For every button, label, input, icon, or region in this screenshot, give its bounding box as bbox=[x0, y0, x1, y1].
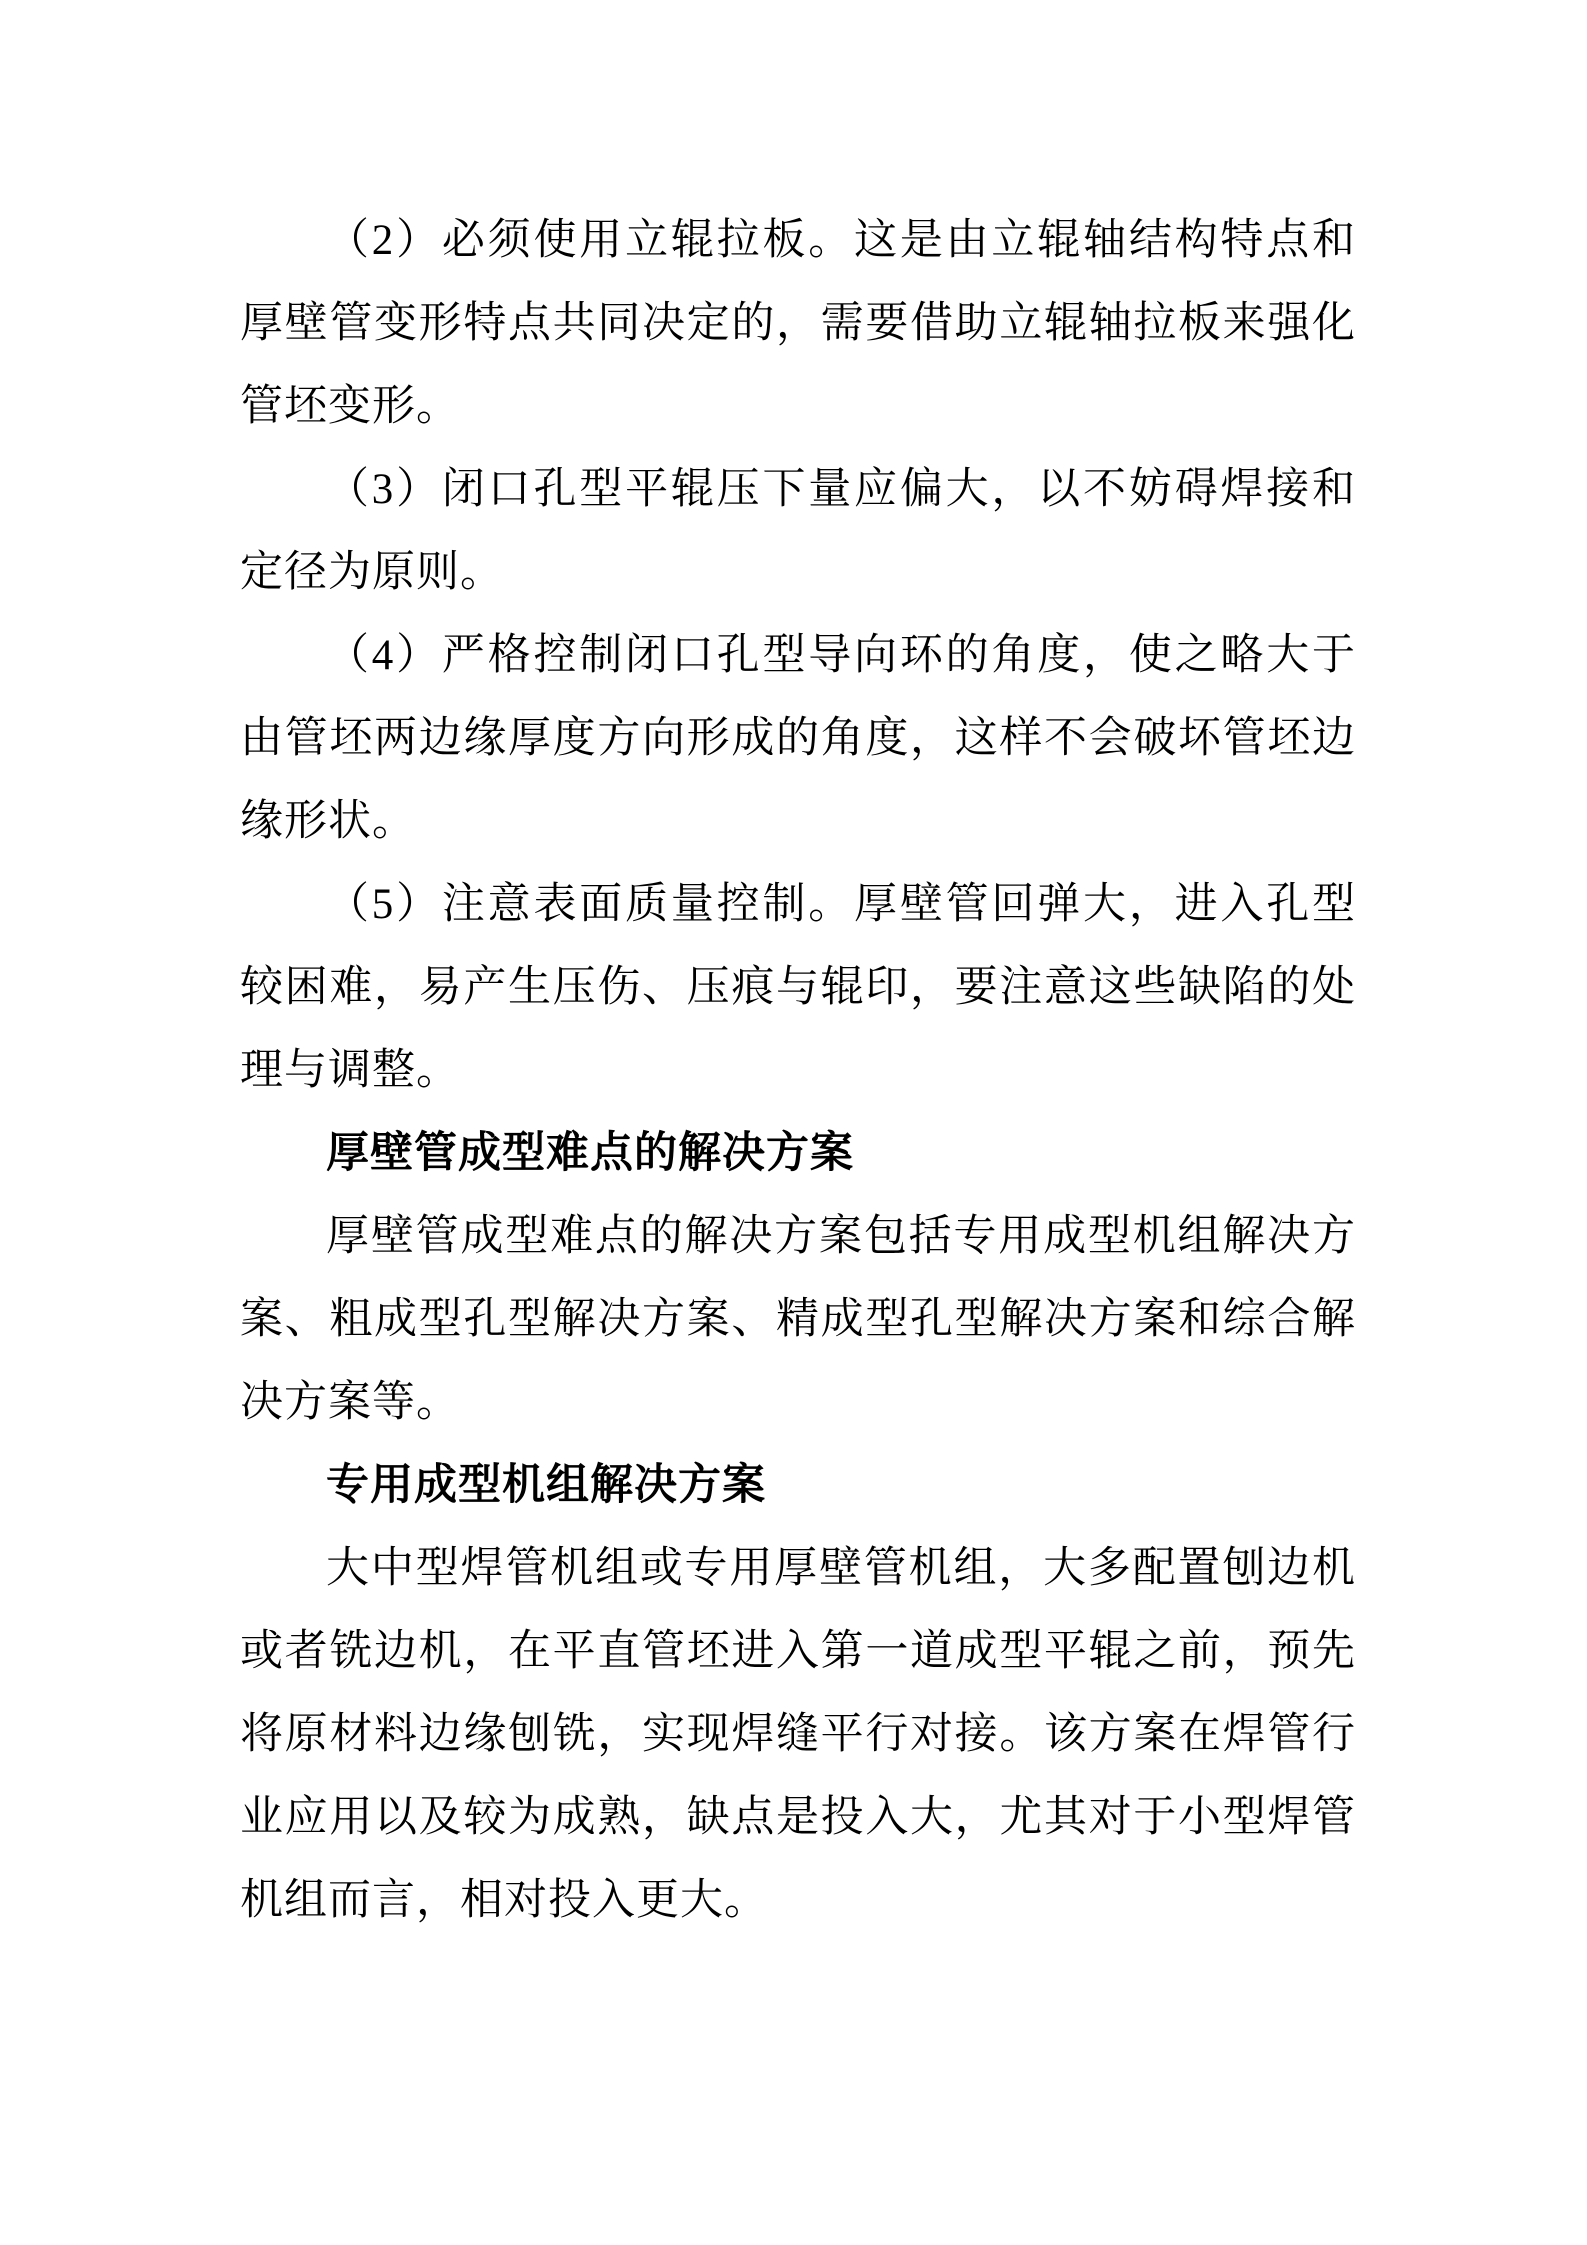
section-heading-dedicated-forming-unit-solution: 专用成型机组解决方案 bbox=[326, 1462, 766, 1509]
paragraph-item-2: （2）必须使用立辊拉板。这是由立辊轴结构特点和厚壁管变形特点共同决定的，需要借助立辊轴拉板来强化管坯变形。 bbox=[240, 217, 1356, 430]
paragraph-dedicated-forming-unit-detail: 大中型焊管机组或专用厚壁管机组，大多配置刨边机或者铣边机，在平直管坯进入第一道成型平辊之前，预先将原材料边缘刨铣，实现焊缝平行对接。该方案在焊管行业应用以及较为成熟，缺点是投入大，尤其对于小型焊管机组而言，相对投入更大。 bbox=[240, 1545, 1356, 1924]
section-heading-forming-difficulty-solutions: 厚壁管成型难点的解决方案 bbox=[326, 1130, 854, 1177]
document-content bbox=[240, 199, 1356, 1942]
paragraph-item-3: （3）闭口孔型平辊压下量应偏大，以不妨碍焊接和定径为原则。 bbox=[240, 466, 1356, 596]
paragraph-item-5: （5）注意表面质量控制。厚壁管回弹大，进入孔型较困难，易产生压伤、压痕与辊印，要注意这些缺陷的处理与调整。 bbox=[240, 881, 1356, 1094]
paragraph-solution-overview: 厚壁管成型难点的解决方案包括专用成型机组解决方案、粗成型孔型解决方案、精成型孔型解决方案和综合解决方案等。 bbox=[240, 1213, 1356, 1426]
paragraph-item-4: （4）严格控制闭口孔型导向环的角度，使之略大于由管坯两边缘厚度方向形成的角度，这样不会破坏管坯边缘形状。 bbox=[240, 632, 1356, 845]
